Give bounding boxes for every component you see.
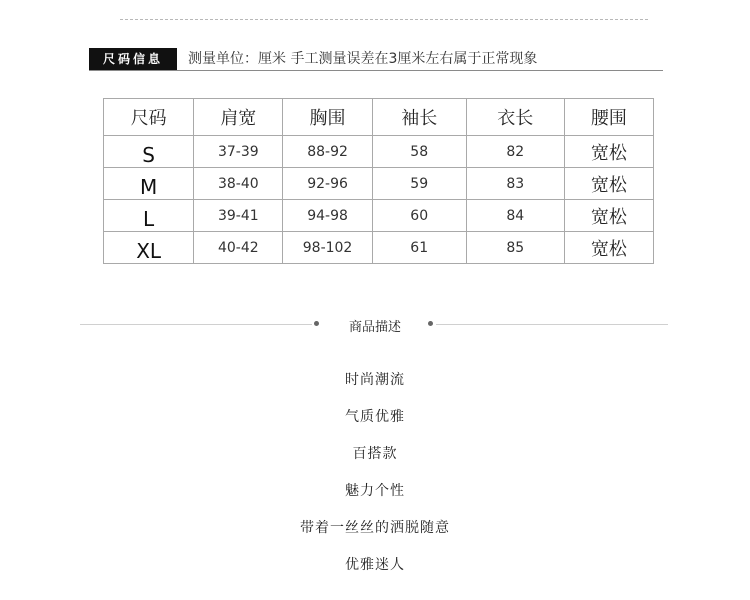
header-length: 衣长 [466, 99, 564, 136]
header-shoulder: 肩宽 [194, 99, 283, 136]
size-table-header-row [104, 99, 654, 136]
chest-cell: 98-102 [283, 232, 372, 264]
sleeve-cell: 61 [372, 232, 466, 264]
size-table [103, 98, 654, 264]
chest-cell: 94-98 [283, 200, 372, 232]
measurement-note: 测量单位：厘米 手工测量误差在3厘米左右属于正常现象 [188, 51, 538, 67]
description-divider-left [80, 324, 312, 325]
length-cell: 84 [466, 200, 564, 232]
sleeve-cell: 60 [372, 200, 466, 232]
list-item: 魅力个性 [345, 483, 405, 499]
description-divider-right [436, 324, 668, 325]
shoulder-cell: 38-40 [194, 168, 283, 200]
table-row [104, 200, 654, 232]
list-item: 时尚潮流 [345, 372, 405, 388]
shoulder-cell: 40-42 [194, 232, 283, 264]
size-cell: L [104, 200, 194, 232]
table-row [104, 136, 654, 168]
description-dot-right [428, 321, 433, 326]
description-title: 商品描述 [348, 320, 401, 335]
length-cell: 83 [466, 168, 564, 200]
size-info-badge: 尺码信息 [89, 48, 177, 70]
table-row [104, 168, 654, 200]
length-cell: 82 [466, 136, 564, 168]
top-dashed-divider [120, 19, 648, 20]
size-info-header [89, 48, 663, 71]
sleeve-cell: 58 [372, 136, 466, 168]
chest-cell: 92-96 [283, 168, 372, 200]
size-cell: XL [104, 232, 194, 264]
list-item: 带着一丝丝的洒脱随意 [300, 520, 450, 536]
sleeve-cell: 59 [372, 168, 466, 200]
waist-cell: 宽松 [564, 232, 653, 264]
waist-cell: 宽松 [564, 136, 653, 168]
chest-cell: 88-92 [283, 136, 372, 168]
description-list [0, 368, 750, 590]
size-cell: M [104, 168, 194, 200]
list-item: 气质优雅 [345, 409, 405, 425]
list-item: 百搭款 [352, 446, 398, 462]
waist-cell: 宽松 [564, 200, 653, 232]
size-cell: S [104, 136, 194, 168]
header-size: 尺码 [104, 99, 194, 136]
shoulder-cell: 37-39 [194, 136, 283, 168]
length-cell: 85 [466, 232, 564, 264]
header-waist: 腰围 [564, 99, 653, 136]
waist-cell: 宽松 [564, 168, 653, 200]
list-item: 优雅迷人 [345, 557, 405, 573]
description-dot-left [314, 321, 319, 326]
shoulder-cell: 39-41 [194, 200, 283, 232]
header-chest: 胸围 [283, 99, 372, 136]
header-sleeve: 袖长 [372, 99, 466, 136]
table-row [104, 232, 654, 264]
